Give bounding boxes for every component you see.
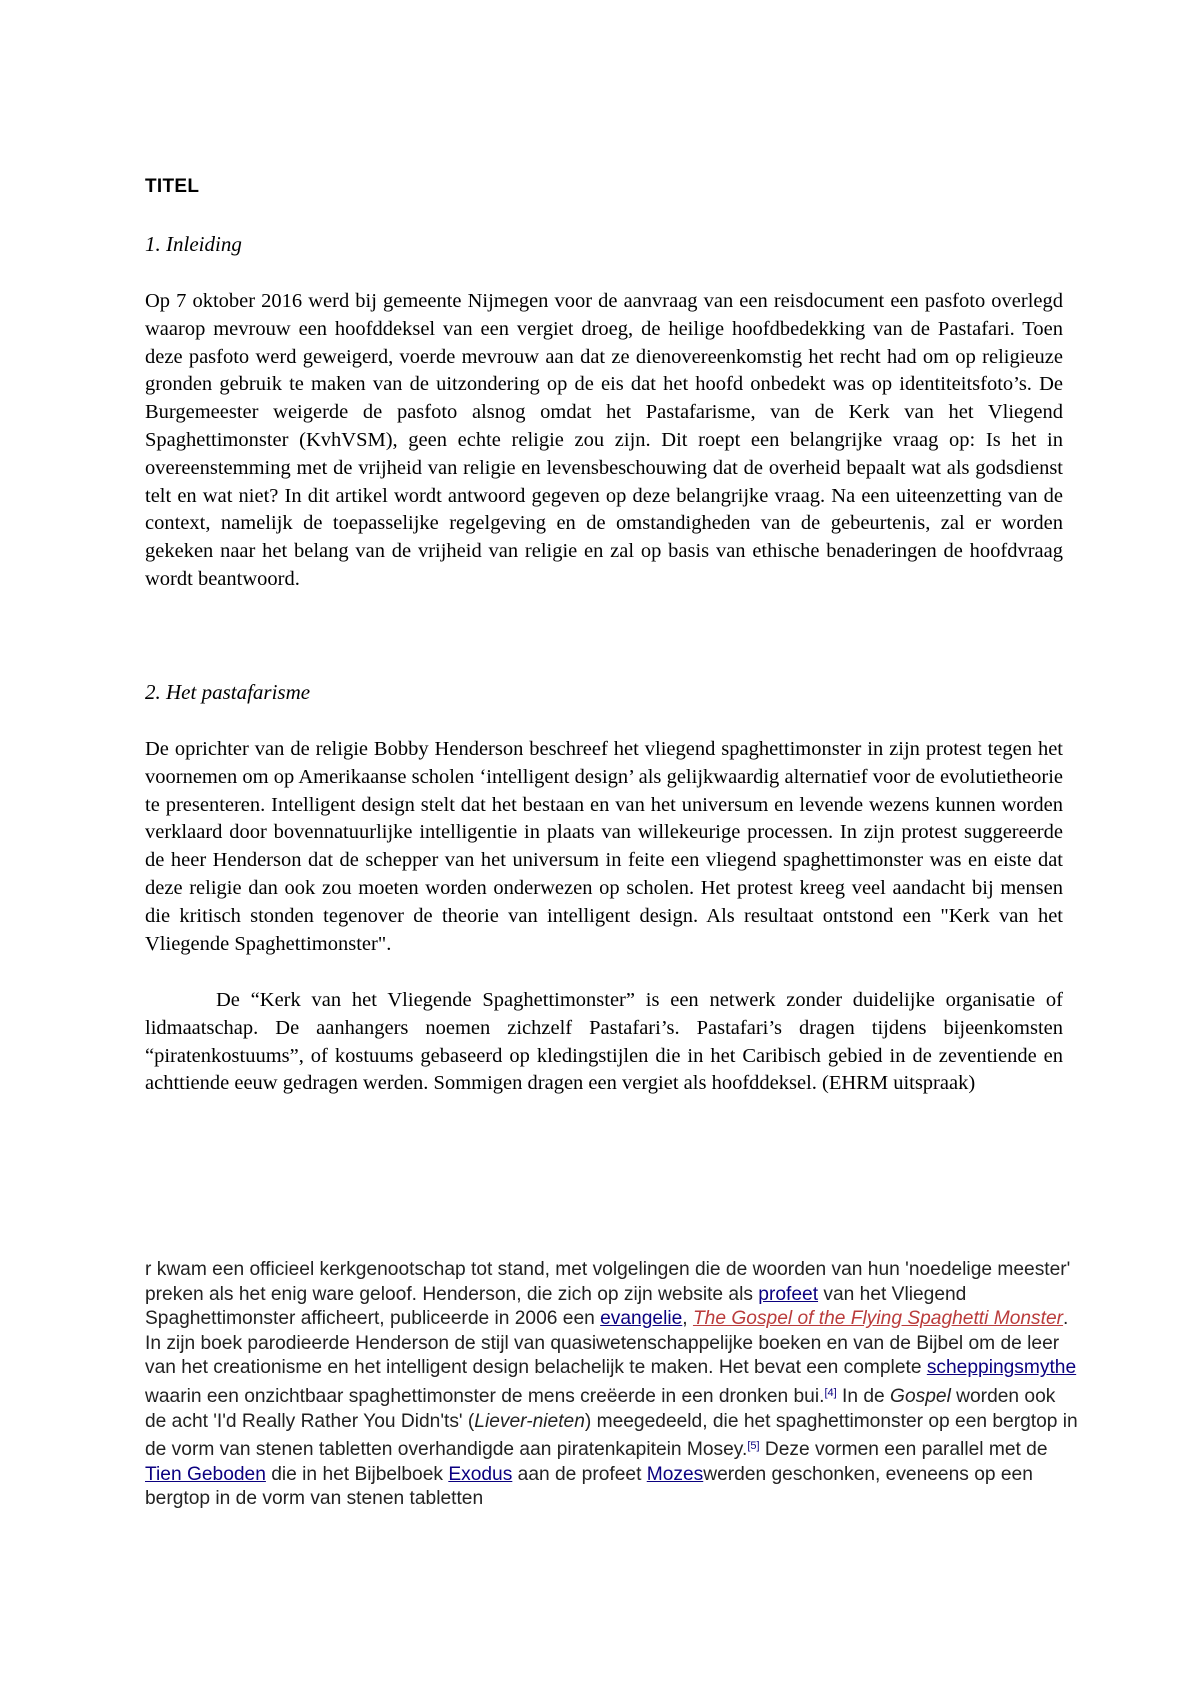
link-gospel-flying-spaghetti-monster[interactable]: The Gospel of the Flying Spaghetti Monster — [692, 1308, 1064, 1330]
emphasis-gospel: Gospel — [890, 1385, 951, 1407]
footnote-ref-5[interactable]: [5] — [747, 1440, 760, 1453]
emphasis-liever-nieten: Liever-nieten — [474, 1410, 585, 1432]
footnote-ref-4[interactable]: [4] — [824, 1386, 837, 1399]
link-tien-geboden[interactable]: Tien Geboden — [145, 1463, 266, 1485]
pasted-text: aan de profeet — [512, 1463, 647, 1485]
document-title: TITEL — [145, 176, 200, 197]
pasted-text: In de — [836, 1385, 891, 1407]
section-2-paragraph-1: De oprichter van de religie Bobby Henderson beschreef het vliegend spaghettimonster in zijn protest tegen het voornemen om op Amerikaanse scholen ‘intelligent design’ als gelijkwaardig alternatief voor de evolutietheorie te presenteren. Intelligent design stelt dat het bestaan en van het universum en levende wezens kunnen worden verklaard door bovennatuurlijke intelligentie in plaats van willekeurige processen. In zijn protest suggereerde de heer Henderson dat de schepper van het universum in feite een vliegend spaghettimonster was en eiste dat deze religie dan ook zou moeten worden onderwezen op scholen. Het protest kreeg veel aandacht bij mensen die kritisch stonden tegenover de theorie van intelligent design. Als resultaat ontstond een "Kerk van het Vliegende Spaghettimonster". — [145, 738, 1063, 955]
pasted-wiki-paragraph — [145, 1258, 1080, 1512]
pasted-text: waarin een onzichtbaar spaghettimonster de mens creëerde in een dronken bui. — [145, 1385, 825, 1407]
pasted-text: van het Vliegend Spaghettimonster afficheert, publiceerde in 2006 een — [145, 1283, 967, 1330]
pasted-text: , — [682, 1308, 693, 1330]
link-exodus[interactable]: Exodus — [448, 1463, 513, 1485]
link-profeet[interactable]: profeet — [758, 1283, 819, 1305]
pasted-text: . In zijn boek parodieerde Henderson de stijl van quasiwetenschappelijke boeken en van de Bijbel om de leer van het creationisme en het intelligent design belachelijk te maken. Het bevat een complete — [145, 1308, 1069, 1379]
pasted-text: Deze vormen een parallel met de — [759, 1439, 1048, 1461]
section-1-heading: 1. Inleiding — [145, 232, 242, 256]
section-1-paragraph: Op 7 oktober 2016 werd bij gemeente Nijmegen voor de aanvraag van een reisdocument een pasfoto overlegd waarop mevrouw een hoofddeksel van een vergiet droeg, de heilige hoofdbedekking van de Pastafari. Toen deze pasfoto werd geweigerd, voerde mevrouw aan dat ze dienovereenkomstig het recht had om op religieuze gronden gebruik te maken van de uitzondering op de eis dat het hoofd onbedekt was op identiteitsfoto’s. De Burgemeester weigerde de pasfoto alsnog omdat het Pastafarisme, van de Kerk van het Vliegend Spaghettimonster (KvhVSM), geen echte religie zou zijn. Dit roept een belangrijke vraag op: Is het in overeenstemming met de vrijheid van religie en levensbeschouwing dat de overheid bepaalt wat als godsdienst telt en wat niet? In dit artikel wordt antwoord gegeven op deze belangrijke vraag. Na een uiteenzetting van de context, namelijk de toepasselijke regelgeving en de omstandigheden van de gebeurtenis, zal er worden gekeken naar het belang van de vrijheid van religie en zal op basis van ethische benaderingen de hoofdvraag wordt beantwoord. — [145, 290, 1063, 590]
pasted-text: werden geschonken, eveneens op een bergtop in de vorm van stenen tabletten — [145, 1463, 1033, 1510]
link-mozes[interactable]: Mozes — [646, 1463, 704, 1485]
pasted-text: worden ook de acht 'I'd Really Rather You Didn'ts' ( — [145, 1385, 1056, 1432]
pasted-text: ) meegedeeld, die het spaghettimonster op een bergtop in de vorm van stenen tabletten overhandigde aan piratenkapitein Mosey. — [145, 1410, 1078, 1461]
link-scheppingsmythe[interactable]: scheppingsmythe — [926, 1357, 1077, 1379]
pasted-text: die in het Bijbelboek — [265, 1463, 449, 1485]
pasted-text: r kwam een officieel kerkgenootschap tot stand, met volgelingen die de woorden van hun 'noedelige meester' preken als het enig ware geloof. Henderson, die zich op zijn website als — [145, 1259, 1071, 1305]
link-evangelie[interactable]: evangelie — [600, 1308, 683, 1330]
section-2-paragraph-2: De “Kerk van het Vliegende Spaghettimonster” is een netwerk zonder duidelijke organisatie of lidmaatschap. De aanhangers noemen zichzelf Pastafari’s. Pastafari’s dragen tijdens bijeenkomsten “piratenkostuums”, of kostuums gebaseerd op kledingstijlen die in het Caribisch gebied in de zeventiende en achttiende eeuw gedragen werden. Sommigen dragen een vergiet als hoofddeksel. (EHRM uitspraak) — [145, 989, 1063, 1095]
section-2-heading: 2. Het pastafarisme — [145, 680, 311, 704]
